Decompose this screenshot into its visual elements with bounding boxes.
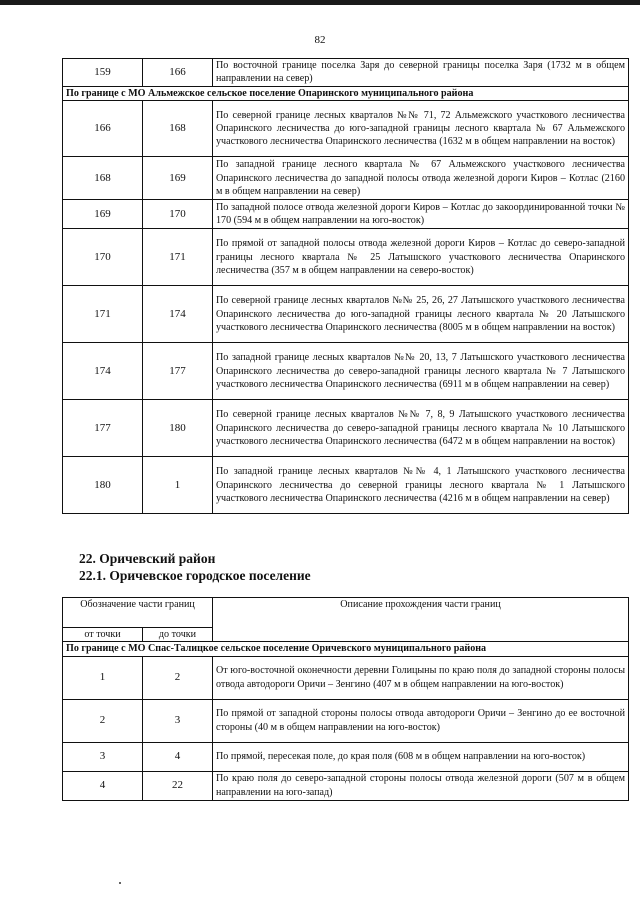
boundary-description: По западной границе лесного квартала № 67 Альмежского участкового лесничества Опаринского лесничества до западной полосы отвода железной дороги Киров – Котлас (2160 м в общем направлении на север) <box>213 157 629 200</box>
to-point: 22 <box>143 771 213 800</box>
table-row <box>63 400 629 457</box>
section-row <box>63 642 629 656</box>
district-heading: 22. Оричевский район <box>79 551 216 566</box>
boundary-table-orichi <box>62 597 629 801</box>
from-point: 174 <box>63 343 143 400</box>
to-point: 180 <box>143 400 213 457</box>
table-row <box>63 200 629 229</box>
from-point: 4 <box>63 771 143 800</box>
table-row <box>63 457 629 514</box>
boundary-table-almezh <box>62 58 629 514</box>
designation-header: Обозначение части границ <box>63 598 213 628</box>
to-point: 170 <box>143 200 213 229</box>
to-point: 3 <box>143 699 213 742</box>
from-point: 166 <box>63 101 143 157</box>
description-header: Описание прохождения части границ <box>213 598 629 642</box>
to-point: 171 <box>143 229 213 286</box>
from-point: 1 <box>63 656 143 699</box>
boundary-description: По прямой, пересекая поле, до края поля (608 м в общем направлении на юго-восток) <box>213 742 629 771</box>
to-point: 177 <box>143 343 213 400</box>
boundary-description: По северной границе лесных кварталов №№ 71, 72 Альмежского участкового лесничества Опаринского лесничества до юго-западной границы лесного квартала № 67 Альмежского участкового лесничества Опаринского лесничества (1632 м в общем направлении на восток) <box>213 101 629 157</box>
boundary-description: По восточной границе поселка Заря до северной границы поселка Заря (1732 м в общем направлении на север) <box>213 59 629 87</box>
table-row <box>63 771 629 800</box>
from-point: 171 <box>63 286 143 343</box>
from-point: 180 <box>63 457 143 514</box>
table-row <box>63 343 629 400</box>
table-row <box>63 699 629 742</box>
to-point: 174 <box>143 286 213 343</box>
from-point: 169 <box>63 200 143 229</box>
settlement-heading: 22.1. Оричевское городское поселение <box>79 568 311 583</box>
boundary-description: По северной границе лесных кварталов №№ 7, 8, 9 Латышского участкового лесничества Опаринского лесничества до северо-западной границы лесного квартала № 10 Латышского участкового лесничества Опаринского лесничества (6472 м в общем направлении на восток) <box>213 400 629 457</box>
table-row <box>63 229 629 286</box>
to-point: 4 <box>143 742 213 771</box>
from-point: 2 <box>63 699 143 742</box>
from-point: 177 <box>63 400 143 457</box>
top-rule <box>0 0 640 5</box>
boundary-description: По северной границе лесных кварталов №№ 25, 26, 27 Латышского участкового лесничества Опаринского лесничества до юго-западной границы лесного квартала № 20 Латышского участкового лесничества Опаринского лесничества (8005 м в общем направлении на восток) <box>213 286 629 343</box>
boundary-description: По прямой от западной стороны полосы отвода автодороги Оричи – Зенгино до ее восточной стороны (40 м в общем направлении на юго-восток) <box>213 699 629 742</box>
scan-speck <box>119 882 121 884</box>
header-row <box>63 598 629 628</box>
section-title: По границе с МО Спас-Талицкое сельское поселение Оричевского муниципального района <box>63 642 629 656</box>
table-row <box>63 286 629 343</box>
to-point-header: до точки <box>143 628 213 642</box>
from-point: 159 <box>63 59 143 87</box>
from-point: 170 <box>63 229 143 286</box>
boundary-description: По западной границе лесных кварталов №№ 20, 13, 7 Латышского участкового лесничества Опаринского лесничества до северо-западной границы лесного квартала № 7 Латышского участкового лесничества Опаринского лесничества (6911 м в общем направлении на север) <box>213 343 629 400</box>
section-title: По границе с МО Альмежское сельское поселение Опаринского муниципального района <box>63 86 629 100</box>
boundary-description: По западной полосе отвода железной дороги Киров – Котлас до закоординированной точки № 170 (594 м в общем направлении на юго-восток) <box>213 200 629 229</box>
table-row <box>63 101 629 157</box>
table-row <box>63 656 629 699</box>
table-row <box>63 742 629 771</box>
from-point: 168 <box>63 157 143 200</box>
to-point: 166 <box>143 59 213 87</box>
to-point: 1 <box>143 457 213 514</box>
page-number: 82 <box>314 34 326 46</box>
to-point: 2 <box>143 656 213 699</box>
section-row <box>63 86 629 100</box>
table-row <box>63 157 629 200</box>
from-point: 3 <box>63 742 143 771</box>
table-row <box>63 59 629 87</box>
boundary-description: От юго-восточной оконечности деревни Голицыны по краю поля до западной стороны полосы отвода автодороги Оричи – Зенгино (407 м в общем направлении на юго-восток) <box>213 656 629 699</box>
to-point: 168 <box>143 101 213 157</box>
from-point-header: от точки <box>63 628 143 642</box>
boundary-description: По прямой от западной полосы отвода железной дороги Киров – Котлас до северо-западной границы лесного квартала № 25 Латышского участкового лесничества Опаринского лесничества (357 м в общем направлении на северо-восток) <box>213 229 629 286</box>
boundary-description: По западной границе лесных кварталов №№ 4, 1 Латышского участкового лесничества Опаринского лесничества до северной границы лесного квартала № 1 Латышского участкового лесничества Опаринского лесничества (4216 м в общем направлении на север) <box>213 457 629 514</box>
boundary-description: По краю поля до северо-западной стороны полосы отвода железной дороги (507 м в общем направлении на юго-запад) <box>213 771 629 800</box>
to-point: 169 <box>143 157 213 200</box>
